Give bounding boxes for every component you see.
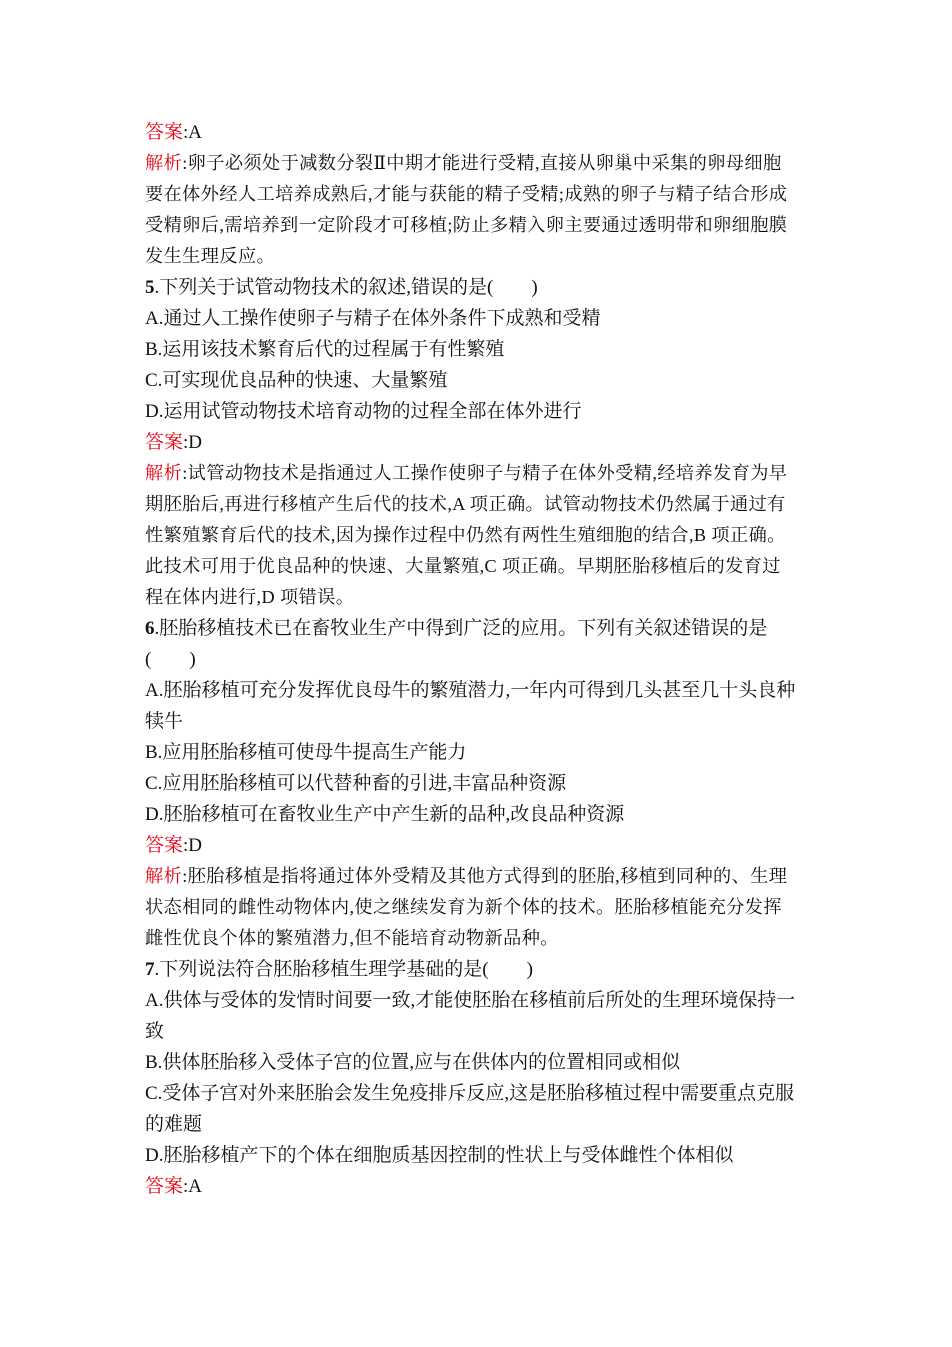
explanation-line: 雌性优良个体的繁殖潜力,但不能培育动物新品种。 [145, 928, 559, 948]
option-b: B.应用胚胎移植可使母牛提高生产能力 [145, 742, 467, 763]
explanation-line: 解析:试管动物技术是指通过人工操作使卵子与精子在体外受精,经培养发育为早 [145, 463, 788, 483]
explanation-line: 性繁殖繁育后代的技术,因为操作过程中仍然有两性生殖细胞的结合,B 项正确。 [145, 525, 786, 545]
explanation-label: 解析 [145, 153, 183, 173]
question-number: 5 [145, 277, 155, 298]
question-6-stem: 6.胚胎移植技术已在畜牧业生产中得到广泛的应用。下列有关叙述错误的是 [145, 618, 768, 639]
option-b: B.供体胚胎移入受体子宫的位置,应与在供体内的位置相同或相似 [145, 1052, 681, 1073]
explanation-line: 发生生理反应。 [145, 246, 276, 266]
answer-value: A [188, 122, 203, 143]
explanation-line: 要在体外经人工培养成熟后,才能与获能的精子受精;成熟的卵子与精子结合形成 [145, 184, 788, 204]
explanation-line: 状态相同的雌性动物体内,使之继续发育为新个体的技术。胚胎移植能充分发挥 [145, 897, 782, 917]
option-c: C.应用胚胎移植可以代替种畜的引进,丰富品种资源 [145, 773, 567, 794]
answer-label: 答案 [145, 1176, 184, 1197]
explanation-line: 程在体内进行,D 项错误。 [145, 587, 355, 607]
answer-value: D [188, 432, 203, 453]
explanation-line: 此技术可用于优良品种的快速、大量繁殖,C 项正确。早期胚胎移植后的发育过 [145, 556, 781, 576]
option-b: B.运用该技术繁育后代的过程属于有性繁殖 [145, 339, 505, 360]
answer-line: 答案:A [145, 122, 203, 143]
answer-label: 答案 [145, 835, 184, 856]
answer-line: 答案:A [145, 1176, 203, 1197]
option-a: A.胚胎移植可充分发挥优良母牛的繁殖潜力,一年内可得到几头甚至几十头良种 [145, 680, 796, 701]
answer-line: 答案:D [145, 835, 203, 856]
explanation-label: 解析 [145, 866, 183, 886]
explanation-line: 解析:胚胎移植是指将通过体外受精及其他方式得到的胚胎,移植到同种的、生理 [145, 866, 788, 886]
answer-line: 答案:D [145, 432, 203, 453]
answer-value: A [188, 1176, 203, 1197]
option-d: D.胚胎移植产下的个体在细胞质基因控制的性状上与受体雌性个体相似 [145, 1145, 734, 1166]
option-a-cont: 犊牛 [145, 711, 184, 732]
explanation [145, 148, 810, 272]
explanation-label: 解析 [145, 463, 183, 483]
content [145, 117, 810, 1202]
option-c-cont: 的难题 [145, 1114, 203, 1135]
explanation [145, 861, 810, 954]
explanation-line: 期胚胎后,再进行移植产生后代的技术,A 项正确。试管动物技术仍然属于通过有 [145, 494, 786, 514]
answer-label: 答案 [145, 122, 184, 143]
option-c: C.受体子宫对外来胚胎会发生免疫排斥反应,这是胚胎移植过程中需要重点克服 [145, 1083, 795, 1104]
question-number: 7 [145, 959, 155, 980]
answer-value: D [188, 835, 203, 856]
answer-label: 答案 [145, 432, 184, 453]
option-a-cont: 致 [145, 1021, 165, 1042]
question-5-stem: 5.下列关于试管动物技术的叙述,错误的是( ) [145, 277, 538, 298]
question-6-stem-cont: ( ) [145, 649, 196, 670]
explanation-line: 解析:卵子必须处于减数分裂Ⅱ中期才能进行受精,直接从卵巢中采集的卵母细胞 [145, 153, 782, 173]
explanation-line: 受精卵后,需培养到一定阶段才可移植;防止多精入卵主要通过透明带和卵细胞膜 [145, 215, 788, 235]
option-c: C.可实现优良品种的快速、大量繁殖 [145, 370, 448, 391]
option-d: D.运用试管动物技术培育动物的过程全部在体外进行 [145, 401, 582, 422]
explanation [145, 458, 810, 613]
option-a: A.通过人工操作使卵子与精子在体外条件下成熟和受精 [145, 308, 601, 329]
question-number: 6 [145, 618, 155, 639]
option-d: D.胚胎移植可在畜牧业生产中产生新的品种,改良品种资源 [145, 804, 625, 825]
question-7-stem: 7.下列说法符合胚胎移植生理学基础的是( ) [145, 959, 533, 980]
option-a: A.供体与受体的发情时间要一致,才能使胚胎在移植前后所处的生理环境保持一 [145, 990, 796, 1011]
